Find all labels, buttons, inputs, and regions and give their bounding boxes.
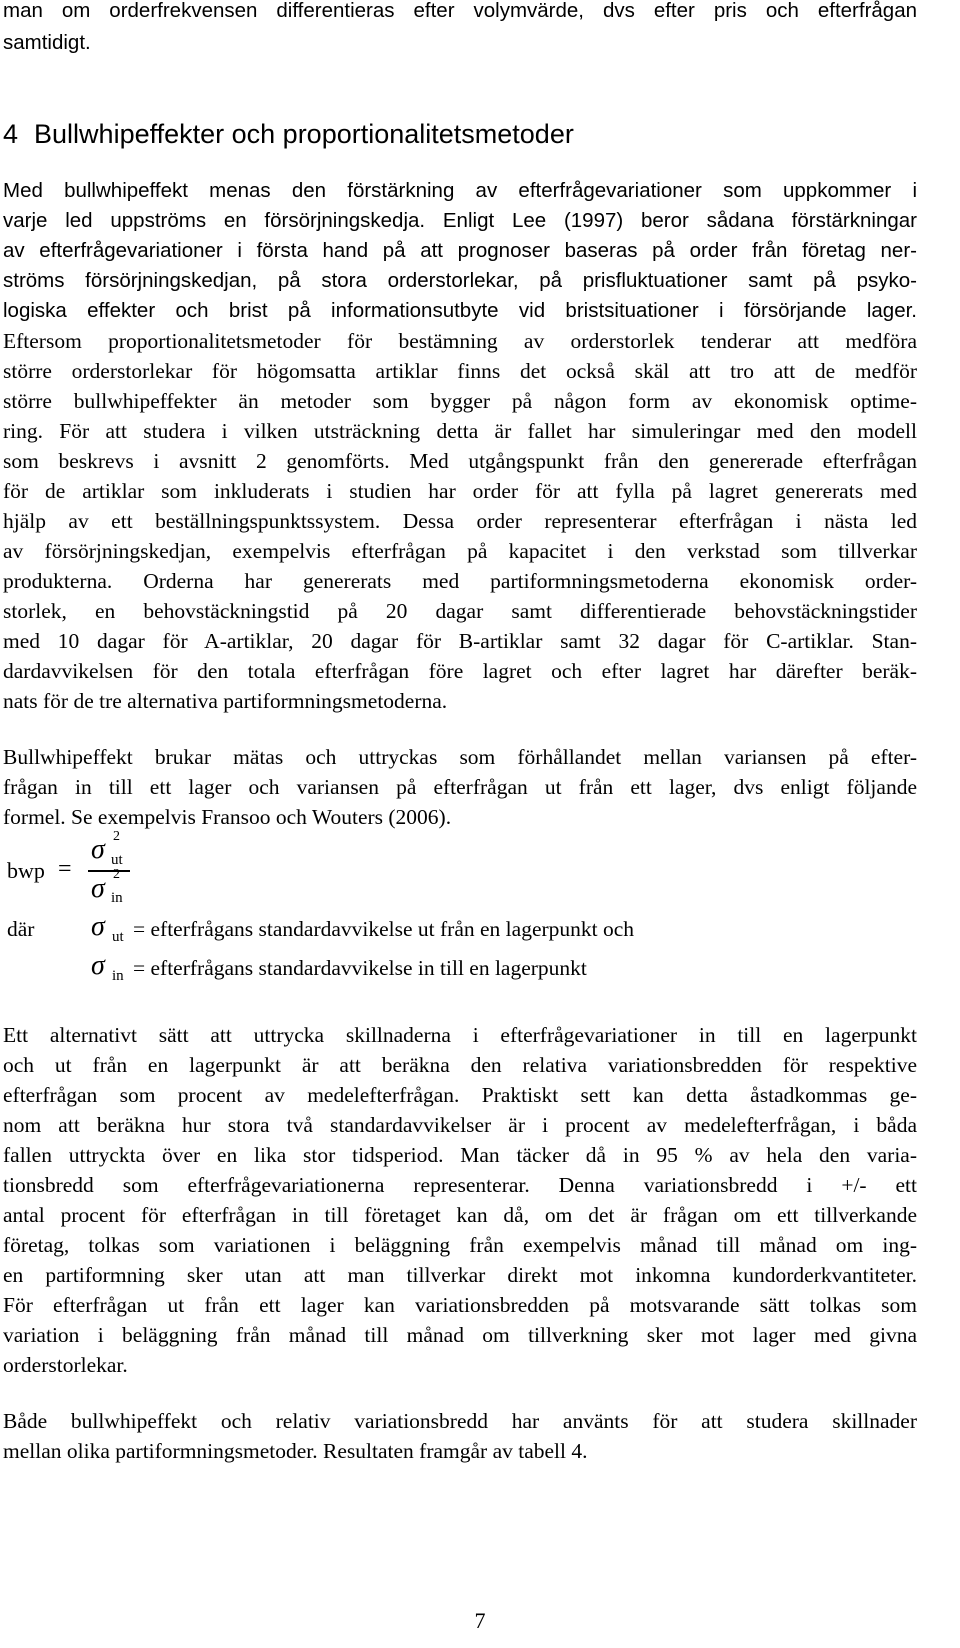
paragraph-line: ring. För att studera i vilken utsträckning detta är fallet har simuleringar med den modell [3, 419, 917, 443]
formula-equals: = [58, 856, 72, 882]
def-sigma-in-subscript: in [112, 968, 124, 984]
def-sigma-in-symbol: σ [91, 950, 105, 981]
section-number: 4 [3, 119, 19, 149]
paragraph-line: av försörjningskedjan, exempelvis efterfrågan på kapacitet i den verkstad som tillverkar [3, 539, 917, 563]
def-sigma-in-text: = efterfrågans standardavvikelse in till en lagerpunkt [133, 956, 587, 980]
def-sigma-out-symbol: σ [91, 911, 105, 942]
section-title: Bullwhipeffekter och proportionalitetsmetoder [34, 119, 574, 149]
paragraph-line: Med bullwhipeffekt menas den förstärkning av efterfrågevariationer som uppkommer i [3, 179, 917, 202]
section-heading [3, 116, 574, 152]
paragraph-line: ströms försörjningskedjan, på stora orderstorlekar, på prisfluktuationer samt på psyko- [3, 269, 917, 292]
paragraph-line: För efterfrågan ut från ett lager kan variationsbredden på motsvarande sätt tolkas som [3, 1293, 917, 1317]
paragraph-line: nom att beräkna hur stora två standardavvikelser är i procent av medelefterfrågan, i båda [3, 1113, 917, 1137]
denominator-exponent: 2 [113, 867, 120, 882]
paragraph-line: efterfrågan som procent av medelefterfrågan. Praktiskt sett kan detta åstadkommas ge- [3, 1083, 917, 1107]
paragraph-line: logiska effekter och brist på informationsutbyte vid bristsituationer i försörjande lager. [3, 299, 917, 322]
def-sigma-out-subscript: ut [112, 929, 124, 945]
paragraph-line: fallen uttryckta över en lika stor tidsperiod. Man täcker då in 95 % av hela den varia- [3, 1143, 917, 1167]
paragraph-line: mellan olika partiformningsmetoder. Resultaten framgår av tabell 4. [3, 1439, 588, 1463]
paragraph-line: företag, tolkas som variationen i beläggning från exempelvis månad till månad om ing- [3, 1233, 917, 1257]
paragraph-line: för de artiklar som inkluderats i studien har order för att fylla på lagret genererats med [3, 479, 917, 503]
paragraph-line: större orderstorlekar för högomsatta artiklar finns det också skäl att tro att de medför [3, 359, 917, 383]
paragraph-line: med 10 dagar för A-artiklar, 20 dagar för B-artiklar samt 32 dagar för C-artiklar. Stan- [3, 629, 917, 653]
paragraph-line: antal procent för efterfrågan in till företaget kan då, om det är frågan om ett tillverkande [3, 1203, 917, 1227]
sigma-out-subscript: ut [111, 852, 123, 868]
paragraph-line: hjälp av ett beställningspunktssystem. Dessa order representerar efterfrågan i nästa led [3, 509, 917, 533]
paragraph-line: Bullwhipeffekt brukar mätas och uttryckas som förhållandet mellan variansen på efter- [3, 745, 917, 769]
paragraph-line: av efterfrågevariationer i första hand på att prognoser baseras på order från företag ner- [3, 239, 917, 262]
intro-line: man om orderfrekvensen differentieras efter volymvärde, dvs efter pris och efterfrågan [3, 0, 917, 22]
paragraph-line: Ett alternativt sätt att uttrycka skillnaderna i efterfrågevariationer in till en lagerpunkt [3, 1023, 917, 1047]
intro-line: samtidigt. [3, 31, 91, 54]
paragraph-line: och ut från en lagerpunkt är att beräkna den relativa variationsbredden för respektive [3, 1053, 917, 1077]
sigma-in-symbol: σ [91, 873, 105, 904]
paragraph-line: en partiformning sker utan att man tillverkar direkt mot inkomna kundorderkvantiteter. [3, 1263, 917, 1287]
paragraph-line: formel. Se exempelvis Fransoo och Wouters (2006). [3, 805, 452, 829]
paragraph-line: som beskrevs i avsnitt 2 genomförts. Med utgångspunkt från den genererade efterfrågan [3, 449, 917, 473]
where-label: där [7, 917, 35, 941]
paragraph-line: varje led uppströms en försörjningskedja. Enligt Lee (1997) beror sådana förstärkningar [3, 209, 917, 232]
paragraph-line: orderstorlekar. [3, 1353, 128, 1377]
paragraph-line: frågan in till ett lager och variansen på efterfrågan ut från ett lager, dvs enligt följande [3, 775, 917, 799]
paragraph-line: produkterna. Orderna har genererats med partiformningsmetoderna ekonomisk order- [3, 569, 917, 593]
paragraph-line: variation i beläggning från månad till månad om tillverkning sker mot lager med givna [3, 1323, 917, 1347]
paragraph-line: större bullwhipeffekter än metoder som bygger på någon form av ekonomisk optime- [3, 389, 917, 413]
paragraph-line: nats för de tre alternativa partiformningsmetoderna. [3, 689, 448, 713]
numerator-exponent: 2 [113, 829, 120, 844]
sigma-out-symbol: σ [91, 834, 105, 865]
paragraph-line: tionsbredd som efterfrågevariationerna representerar. Denna variationsbredd i +/- ett [3, 1173, 917, 1197]
formula-lhs: bwp [7, 858, 45, 883]
fraction-bar [88, 870, 130, 872]
sigma-in-subscript: in [111, 890, 123, 906]
page-number: 7 [474, 1608, 486, 1633]
def-sigma-out-text: = efterfrågans standardavvikelse ut från en lagerpunkt och [133, 917, 635, 941]
paragraph-line: storlek, en behovstäckningstid på 20 dagar samt differentierade behovstäckningstider [3, 599, 917, 623]
paragraph-line: Både bullwhipeffekt och relativ variationsbredd har använts för att studera skillnader [3, 1409, 917, 1433]
paragraph-line: Eftersom proportionalitetsmetoder för bestämning av orderstorlek tenderar att medföra [3, 329, 917, 353]
paragraph-line: dardavvikelsen för den totala efterfrågan före lagret och efter lagret har därefter beräk- [3, 659, 917, 683]
